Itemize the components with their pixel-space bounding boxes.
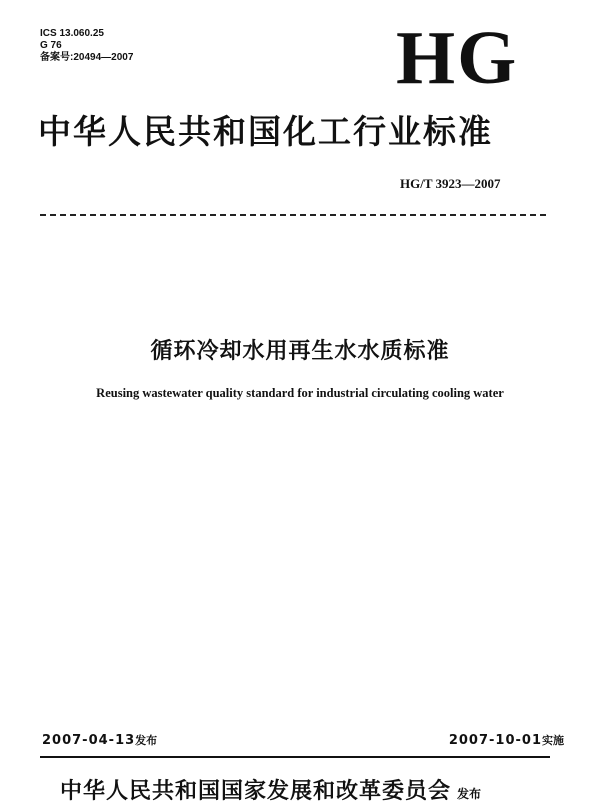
issuer-label: 发布 [457, 787, 482, 801]
release-date-line [42, 732, 157, 748]
footer-divider [40, 756, 550, 758]
effective-date: 2007-10-01 [448, 733, 542, 748]
industry-standard-title: 中华人民共和国化工行业标准 [38, 112, 493, 151]
issuer-line [60, 774, 481, 805]
document-title-english: Reusing wastewater quality standard for industrial circulating cooling water [96, 386, 504, 400]
ics-code: ICS 13.060.25 [40, 28, 104, 39]
filing-number: 备案号:20494—2007 [40, 52, 134, 63]
release-label: 发布 [135, 734, 158, 747]
header-divider [40, 214, 546, 216]
effective-date-line [449, 732, 564, 748]
standard-number: HG/T 3923—2007 [400, 176, 501, 191]
hg-logo: HG [396, 16, 519, 100]
issuer-name: 中华人民共和国国家发展和改革委员会 [60, 779, 452, 804]
document-title-chinese: 循环冷却水用再生水水质标准 [150, 339, 450, 364]
ccs-code: G 76 [40, 40, 62, 51]
release-date: 2007-04-13 [42, 733, 136, 748]
document-metadata [40, 28, 133, 64]
effective-label: 实施 [542, 734, 564, 747]
